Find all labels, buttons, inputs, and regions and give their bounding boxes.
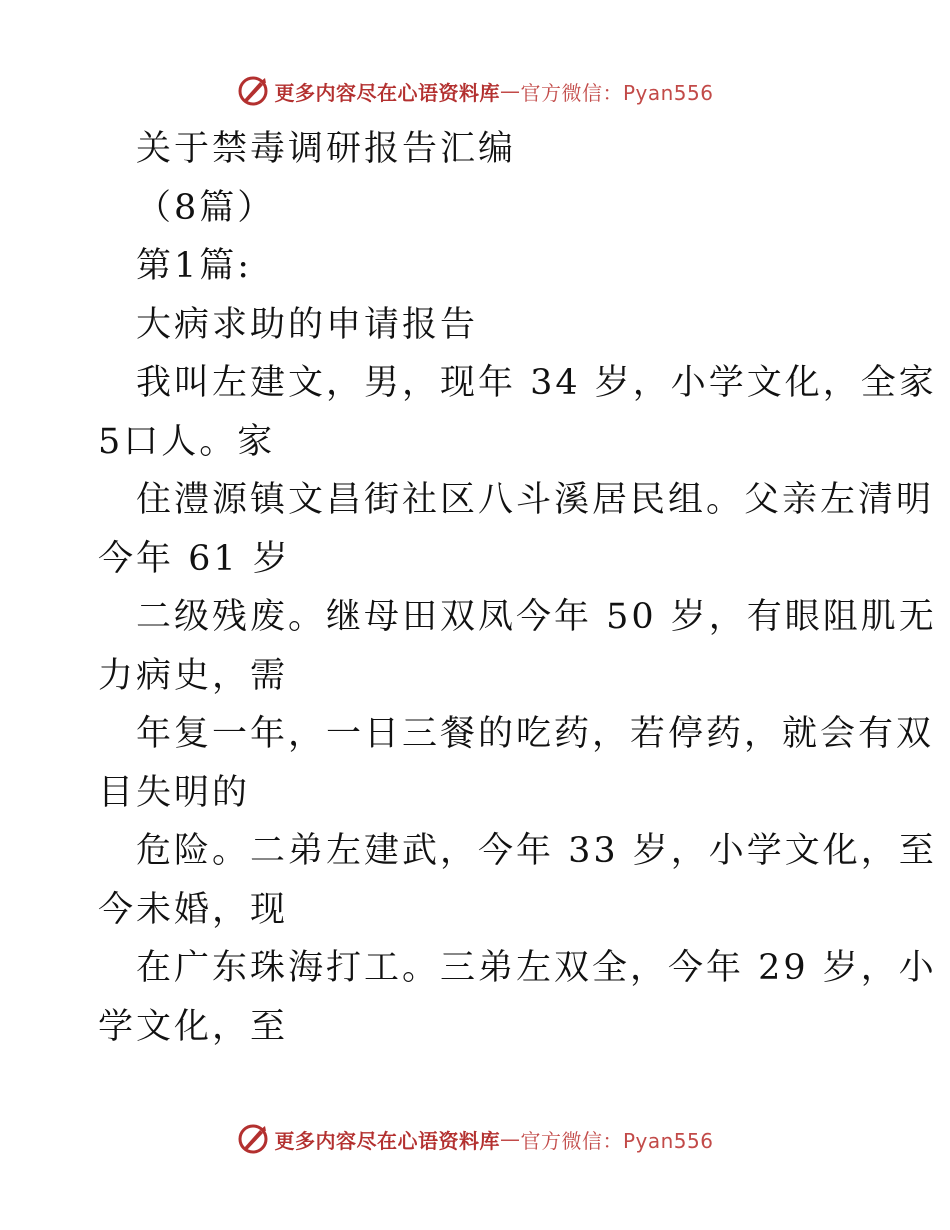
watermark-footer [0,1119,950,1159]
quill-pen-circle-icon [236,74,270,108]
body-line: 二级残废。继母田双凤今年 50 岁，有眼阻肌无 [136,597,937,637]
body-line: 在广东珠海打工。三弟左双全，今年 29 岁，小 [136,948,937,988]
body-line: 住澧源镇文昌街社区八斗溪居民组。父亲左清明 [136,480,935,520]
body-line: 危险。二弟左建武，今年 33 岁，小学文化，至 [136,831,937,871]
document-count: （8篇） [136,187,276,228]
body-line: 5口人。家 [98,421,276,462]
document-title: 关于禁毒调研报告汇编 [136,129,517,169]
body-line: 今未婚，现 [98,889,289,930]
watermark-dash: — [499,1127,521,1151]
watermark-main-text: 更多内容尽在心语资料库 [274,80,500,105]
document-body [98,120,937,1056]
body-line: 目失明的 [98,772,251,813]
section-heading: 第1篇: [136,246,253,286]
watermark-main-text: 更多内容尽在心语资料库 [274,1128,500,1153]
body-line: 力病史，需 [98,655,289,696]
watermark-header [0,71,950,111]
body-line: 学文化，至 [98,1006,289,1047]
watermark-sub-text: 官方微信：Pyan556 [520,80,714,105]
watermark-sub-text: 官方微信：Pyan556 [520,1128,714,1153]
body-line: 今年 61 岁 [98,538,291,579]
section-subtitle: 大病求助的申请报告 [136,304,479,345]
body-line: 年复一年，一日三餐的吃药，若停药，就会有双 [136,714,935,754]
watermark-dash: — [499,79,521,103]
body-line: 我叫左建文，男，现年 34 岁，小学文化，全家 [136,363,937,403]
quill-pen-circle-icon [236,1122,270,1156]
